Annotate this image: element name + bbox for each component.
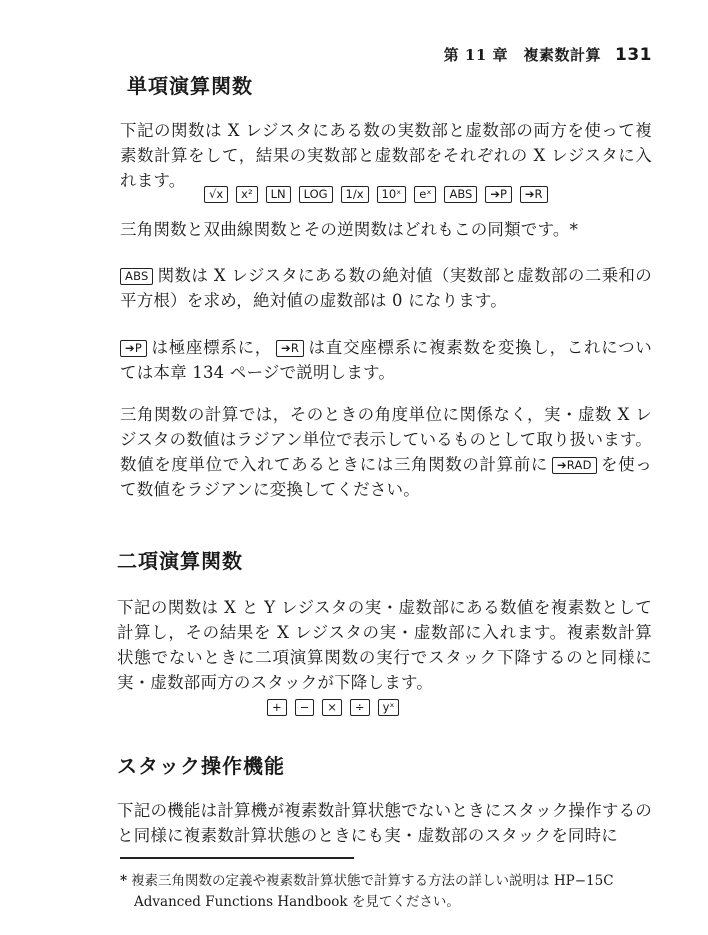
chapter-title: 第 11 章 複素数計算 bbox=[443, 46, 601, 64]
unary-paragraph-1: 下記の関数は X レジスタにある数の実数部と虚数部の両方を使って複素数計算をして，結果の実数部と虚数部をそれぞれの X レジスタに入れます。 bbox=[120, 121, 652, 190]
e-power-key: eˣ bbox=[414, 186, 436, 203]
trig-text: 三角関数の計算では，そのときの角度単位に関係なく，実・虚数 X レジスタの数値はラジアン単位で表示しているものとして取り扱います。数値を度単位で入れてあるときには三角関数の計算前に bbox=[120, 405, 652, 474]
to-rect-key: ➔R bbox=[520, 186, 548, 203]
to-polar-key-inline: ➔P bbox=[120, 340, 147, 357]
sqrt-key: √x bbox=[204, 186, 228, 203]
running-header bbox=[444, 44, 652, 65]
reciprocal-key: 1/x bbox=[341, 186, 369, 203]
footnote bbox=[120, 871, 665, 913]
unary-key-row bbox=[200, 186, 552, 203]
page-number: 131 bbox=[615, 45, 652, 65]
unary-paragraph-3 bbox=[120, 263, 652, 313]
abs-key-inline: ABS bbox=[120, 268, 153, 285]
section-heading-stack: スタック操作機能 bbox=[117, 754, 285, 778]
footnote-line-1: 複素三角関数の定義や複素数計算状態で計算する方法の詳しい説明は HP−15C bbox=[131, 873, 614, 889]
rect-text: は直交座標系に複素数を変換し，これについては本章 134 ページで説明します。 bbox=[120, 338, 653, 382]
footnote-mark: * bbox=[120, 873, 128, 889]
to-rect-key-inline: ➔R bbox=[276, 340, 304, 357]
abs-description: 関数は X レジスタにある数の絶対値（実数部と虚数部の二乗和の平方根）を求め，絶対値の虚数部は 0 になります。 bbox=[120, 266, 652, 310]
ln-key: LN bbox=[266, 186, 291, 203]
unary-paragraph-2: 三角関数と双曲線関数とその逆関数はどれもこの同類です。* bbox=[120, 220, 579, 239]
binary-paragraph-1: 下記の関数は X と Y レジスタの実・虚数部にある数値を複素数として計算し，その結果を X レジスタの実・虚数部に入れます。複素数計算状態でないときに二項演算関数の実行でスタック下降するのと同様に実・虚数部両方のスタックが下降します。 bbox=[117, 598, 652, 692]
trig-text-end: を使って数値をラジアンに変換してください。 bbox=[120, 455, 652, 499]
stack-paragraph-1: 下記の機能は計算機が複素数計算状態でないときにスタック操作するのと同様に複素数計算状態のときにも実・虚数部のスタックを同時に bbox=[117, 801, 652, 845]
section-heading-binary: 二項演算関数 bbox=[117, 549, 243, 573]
times-key: × bbox=[322, 699, 342, 716]
section-heading-unary: 単項演算関数 bbox=[127, 74, 253, 98]
polar-text: は極座標系に， bbox=[150, 338, 273, 357]
x-squared-key: x² bbox=[236, 186, 257, 203]
ten-power-key: 10ˣ bbox=[377, 186, 407, 203]
to-rad-key-inline: ➔RAD bbox=[552, 457, 597, 474]
to-polar-key: ➔P bbox=[485, 186, 512, 203]
plus-key: + bbox=[267, 699, 287, 716]
log-key: LOG bbox=[299, 186, 333, 203]
footnote-line-2: Advanced Functions Handbook を見てください。 bbox=[134, 894, 460, 910]
divide-key: ÷ bbox=[350, 699, 370, 716]
y-power-x-key: yˣ bbox=[378, 699, 400, 716]
minus-key: − bbox=[295, 699, 315, 716]
unary-paragraph-5 bbox=[120, 402, 652, 502]
footnote-rule bbox=[120, 857, 354, 859]
binary-key-row bbox=[263, 699, 403, 716]
abs-key: ABS bbox=[444, 186, 477, 203]
unary-paragraph-4 bbox=[120, 335, 652, 385]
